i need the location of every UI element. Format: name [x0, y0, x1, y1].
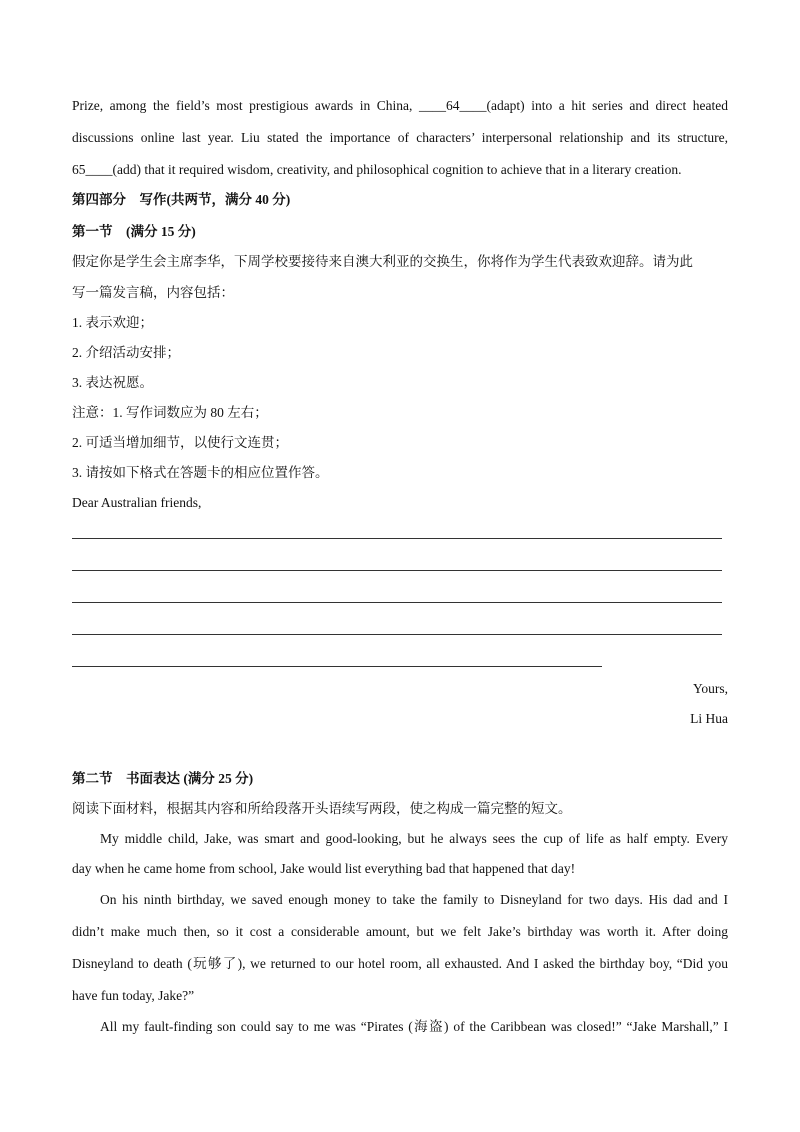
passage-line-1 — [72, 97, 728, 115]
story-para1-line-1: My middle child, Jake, was smart and good-looking, but he always sees the cup of life as half empty. Every — [100, 831, 728, 846]
content-point-1: 1. 表示欢迎； — [72, 315, 153, 330]
answer-line — [72, 666, 602, 667]
passage-line-3 — [72, 161, 728, 179]
note-2: 2. 可适当增加细节，以使行文连贯； — [72, 435, 288, 450]
signature: Li Hua — [690, 711, 728, 726]
content-point-3: 3. 表达祝愿。 — [72, 375, 153, 390]
section1-prompt-line-2: 写一篇发言稿，内容包括： — [72, 285, 234, 300]
story-para1-line-2: day when he came home from school, Jake would list everything bad that happened that day! — [72, 861, 576, 876]
story-para2-line-3: Disneyland to death (玩够了), we returned to our hotel room, all exhausted. And I asked the birthday boy, “Did you — [72, 956, 728, 971]
section1-heading: 第一节 (满分 15 分) — [72, 224, 196, 239]
story-para2-line-4: have fun today, Jake?” — [72, 988, 195, 1003]
content-point-2: 2. 介绍活动安排； — [72, 345, 180, 360]
blank-64: ____64____ — [418, 98, 487, 113]
closing: Yours, — [692, 681, 728, 696]
section1-prompt-line-1: 假定你是学生会主席李华，下周学校要接待来自澳大利亚的交换生，你将作为学生代表致欢迎辞。请为此 — [72, 254, 693, 269]
section2-heading: 第二节 书面表达 (满分 25 分) — [72, 771, 254, 786]
passage-line-2: discussions online last year. Liu stated the importance of characters’ interpersonal relationship and its structure, — [72, 130, 728, 145]
answer-line — [72, 538, 722, 539]
answer-line — [72, 602, 722, 603]
salutation: Dear Australian friends, — [72, 495, 202, 510]
part4-heading: 第四部分 写作(共两节，满分 40 分) — [72, 192, 291, 207]
note-1: 注意：1. 写作词数应为 80 左右； — [72, 405, 268, 420]
story-para2-line-1: On his ninth birthday, we saved enough money to take the family to Disneyland for two days. His dad and I — [100, 892, 728, 907]
passage-text: (adapt) into a hit series and direct heated — [486, 98, 728, 113]
note-3: 3. 请按如下格式在答题卡的相应位置作答。 — [72, 465, 329, 480]
story-para3-line-1: All my fault-finding son could say to me was “Pirates (海盗) of the Caribbean was closed!” “Jake Marshall,” I — [100, 1019, 728, 1034]
blank-65: 65____ — [72, 162, 113, 177]
section2-instruction: 阅读下面材料，根据其内容和所给段落开头语续写两段，使之构成一篇完整的短文。 — [72, 801, 572, 816]
passage-text: (add) that it required wisdom, creativity, and philosophical cognition to achieve that in a literary creation. — [112, 162, 682, 177]
answer-line — [72, 570, 722, 571]
story-para2-line-2: didn’t make much then, so it cost a considerable amount, but we felt Jake’s birthday was worth it. After doing — [72, 924, 728, 939]
answer-line — [72, 634, 722, 635]
passage-text: Prize, among the field’s most prestigious awards in China, — [72, 98, 419, 113]
